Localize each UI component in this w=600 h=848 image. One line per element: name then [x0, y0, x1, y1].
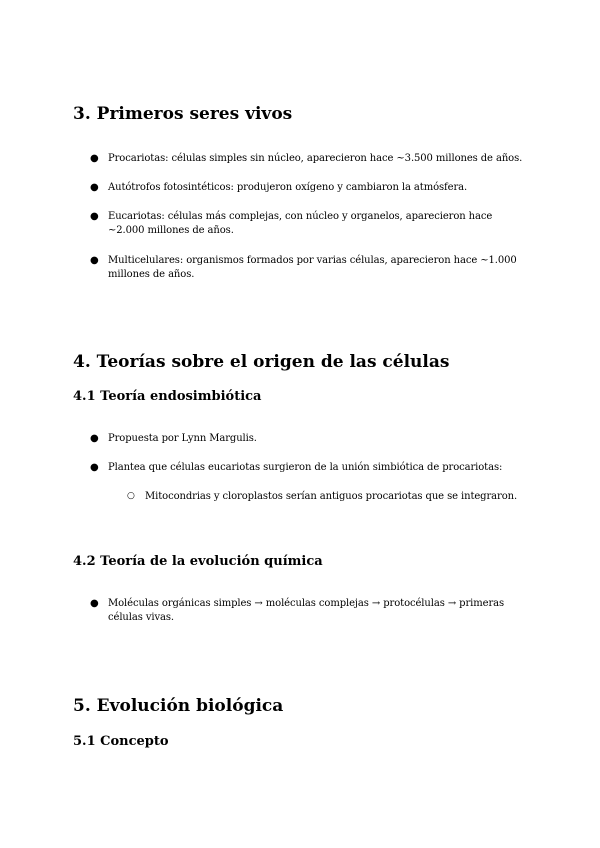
list-item: Eucariotas: células más complejas, con núcleo y organelos, aparecieron hace ~2.000 millones de años. — [108, 211, 493, 236]
sub-list-item: Mitocondrias y cloroplastos serían antiguos procariotas que se integraron. — [145, 491, 518, 502]
list-item: Autótrofos fotosintéticos: produjeron oxígeno y cambiaron la atmósfera. — [108, 182, 468, 193]
bullet-icon: ● — [90, 153, 99, 164]
section-4-heading: 4. Teorías sobre el origen de las células — [73, 352, 450, 372]
bullet-icon: ● — [90, 433, 99, 444]
list-item: Plantea que células eucariotas surgieron de la unión simbiótica de procariotas: — [108, 462, 503, 473]
bullet-icon: ● — [90, 211, 99, 222]
hollow-bullet-icon: ○ — [127, 491, 135, 501]
list-item: Procariotas: células simples sin núcleo, aparecieron hace ~3.500 millones de años. — [108, 153, 523, 164]
list-item: Multicelulares: organismos formados por varias células, aparecieron hace ~1.000 millones de años. — [108, 255, 517, 280]
section-5-heading: 5. Evolución biológica — [73, 696, 284, 716]
subsection-4-1-heading: 4.1 Teoría endosimbiótica — [73, 389, 262, 404]
subsection-4-2-heading: 4.2 Teoría de la evolución química — [73, 554, 323, 569]
bullet-icon: ● — [90, 462, 99, 473]
list-item: Moléculas orgánicas simples → moléculas complejas → protocélulas → primeras células vivas. — [108, 598, 505, 623]
bullet-icon: ● — [90, 255, 99, 266]
bullet-icon: ● — [90, 598, 99, 609]
list-item: Propuesta por Lynn Margulis. — [108, 433, 257, 444]
subsection-5-1-heading: 5.1 Concepto — [73, 734, 169, 749]
section-3-heading: 3. Primeros seres vivos — [73, 104, 293, 124]
bullet-icon: ● — [90, 182, 99, 193]
